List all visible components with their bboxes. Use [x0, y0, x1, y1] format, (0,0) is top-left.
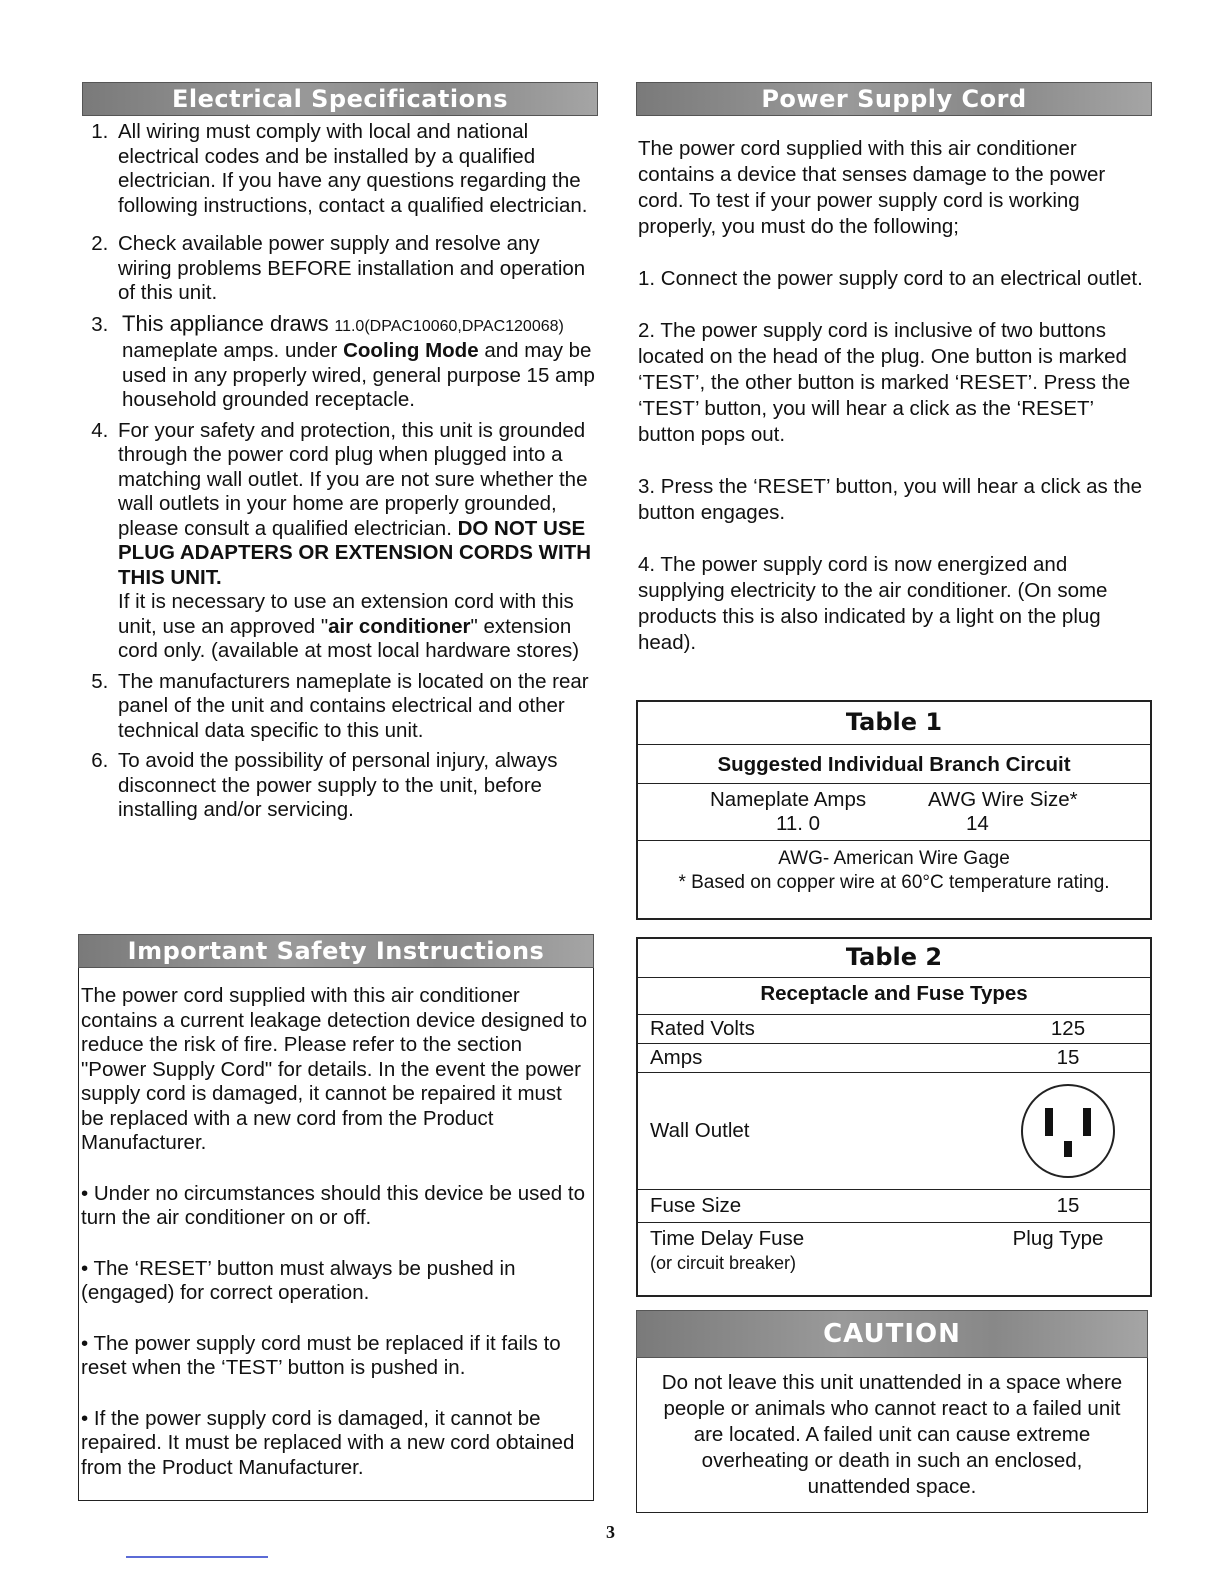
spec-item-3: 3. This appliance draws 11.0(DPAC10060,DPAC120068) nameplate amps. under Cooling Mode and may be used in any properly wired, general purpose 15 amp household grounded receptacle.	[114, 312, 598, 413]
nameplate-amps-header: Nameplate Amps	[710, 788, 867, 811]
outlet-icon	[998, 1081, 1138, 1181]
footer-line	[126, 1556, 268, 1558]
electrical-list	[82, 120, 598, 823]
table-2-title: Table 2	[638, 939, 1150, 978]
awg-note: AWG- American Wire Gage	[778, 848, 1010, 869]
time-delay-row: Time Delay Fuse (or circuit breaker) Plug Type	[650, 1227, 1104, 1273]
cord-intro: The power cord supplied with this air conditioner contains a device that senses damage to the power cord. To test if your power supply cord is working properly, you must do the following;	[638, 137, 1106, 238]
cord-step-1: 1. Connect the power supply cord to an electrical outlet.	[638, 267, 1143, 290]
cord-step-2: 2. The power supply cord is inclusive of two buttons located on the head of the plug. One button is marked ‘TEST’, the other button is marked ‘RESET’. Press the ‘TEST’ button, you will hear a click as the ‘RESET’ button pops out.	[638, 319, 1131, 446]
spec-item-6: 6. To avoid the possibility of personal injury, always disconnect the power supply to the unit, before installing and/or servicing.	[114, 749, 598, 823]
cord-banner: Power Supply Cord	[636, 82, 1152, 116]
wall-outlet-row: Wall Outlet	[638, 1073, 1150, 1190]
table-1-values	[638, 784, 1150, 841]
electrical-section	[82, 82, 598, 837]
page-number: 3	[606, 1522, 615, 1542]
caution-text: Do not leave this unit unattended in a space where people or animals who cannot react to a failed unit are located. A failed unit can cause extreme overheating or death in such an enclosed, unattended space.	[636, 1358, 1148, 1513]
awg-wire-value: 14	[966, 812, 989, 835]
fuse-size-row: Fuse Size 15	[638, 1190, 1150, 1223]
safety-banner: Important Safety Instructions	[78, 934, 594, 968]
spec-item-5: 5. The manufacturers nameplate is located on the rear panel of the unit and contains electrical and other technical data specific to this unit.	[114, 670, 598, 744]
caution-section	[636, 1310, 1148, 1513]
table-2-subtitle: Receptacle and Fuse Types	[638, 978, 1150, 1015]
cord-step-3: 3. Press the ‘RESET’ button, you will hear a click as the button engages.	[638, 475, 1142, 524]
awg-wire-header: AWG Wire Size*	[928, 788, 1078, 811]
spec-item-2: 2. Check available power supply and resolve any wiring problems BEFORE installation and operation of this unit.	[114, 232, 598, 306]
cord-step-4: 4. The power supply cord is now energized and supplying electricity to the air conditioner. (On some products this is also indicated by a light on the plug head).	[638, 553, 1108, 654]
table-1-subtitle: Suggested Individual Branch Circuit	[638, 745, 1150, 784]
safety-bullet: • If the power supply cord is damaged, it cannot be repaired. It must be replaced with a new cord obtained from the Product Manufacturer.	[81, 1406, 575, 1479]
nameplate-amps-value: 11. 0	[776, 812, 821, 835]
table-2	[636, 937, 1152, 1297]
safety-paragraph: The power cord supplied with this air conditioner contains a current leakage detection device designed to reduce the risk of fire. Please refer to the section "Power Supply Cord" for details. In the event the power supply cord is damaged, it cannot be repaired it must be replaced with a new cord from the Product Manufacturer.	[81, 984, 588, 1154]
rated-volts-row: Rated Volts 125	[638, 1015, 1150, 1044]
electrical-banner: Electrical Specifications	[82, 82, 598, 116]
safety-bullet: • Under no circumstances should this device be used to turn the air conditioner on or off.	[81, 1181, 586, 1229]
cord-section	[636, 82, 1152, 682]
amps-row: Amps 15	[638, 1044, 1150, 1073]
safety-body	[78, 968, 594, 1501]
table-1-title: Table 1	[638, 702, 1150, 745]
safety-section	[78, 934, 594, 1501]
spec-item-1: 1. All wiring must comply with local and national electrical codes and be installed by a qualified electrician. If you have any questions regarding the following instructions, contact a qualified electrician.	[114, 120, 598, 218]
caution-banner: CAUTION	[636, 1310, 1148, 1358]
copper-note: * Based on copper wire at 60°C temperature rating.	[678, 872, 1110, 893]
spec-item-4: 4. For your safety and protection, this unit is grounded through the power cord plug when plugged into a matching wall outlet. If you are not sure whether the wall outlets in your home are properly grounded, please consult a qualified electrician. DO NOT USE PLUG ADAPTERS OR EXTENSION CORDS WITH THIS UNIT. If it is necessary to use an extension cord with this unit, use an approved "air conditioner" extension cord only. (available at most local hardware stores)	[114, 419, 598, 664]
table-1	[636, 700, 1152, 920]
table-1-notes	[638, 841, 1150, 895]
safety-bullet: • The power supply cord must be replaced if it fails to reset when the ‘TEST’ button is pushed in.	[81, 1331, 561, 1379]
safety-bullet: • The ‘RESET’ button must always be pushed in (engaged) for correct operation.	[81, 1256, 516, 1304]
